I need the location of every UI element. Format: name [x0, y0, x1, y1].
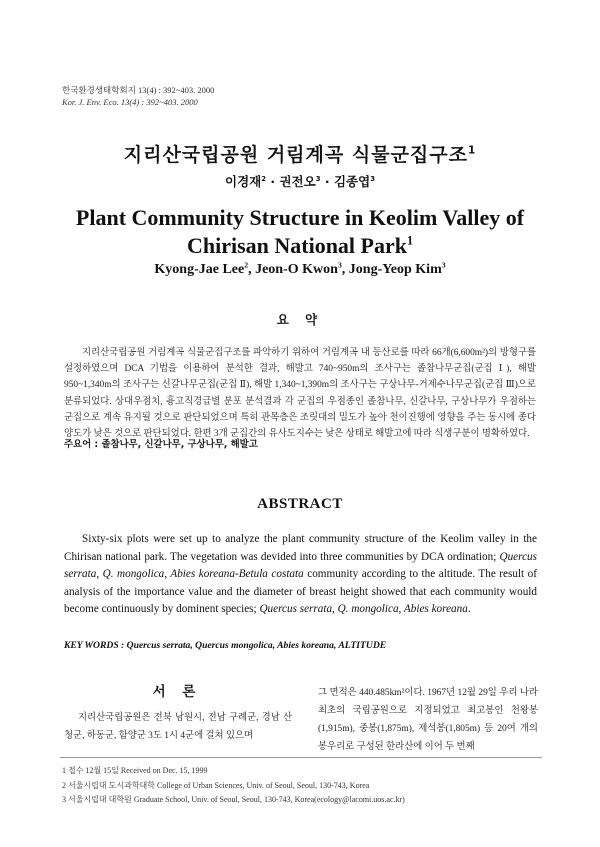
footnotes [62, 764, 405, 808]
keywords-en-list: Quercus serrata, Quercus mongolica, Abies koreana, ALTITUDE [126, 640, 387, 651]
intro-left-column: 지리산국립공원은 전북 남원시, 전남 구례군, 경남 산청군, 하동군, 함양군 3도 1시 4군에 걸쳐 있으며 [64, 713, 292, 741]
abstract-en-body [64, 531, 537, 619]
keywords-en [64, 640, 386, 651]
author-en: Kyong-Jae Lee [154, 262, 245, 277]
abstract-en-species-2: Quercus serrata, Q. mongolica, Abies koreana [259, 603, 468, 616]
authors-en: Kyong-Jae Lee$^2$, Jeon-O Kwon$^3$, Jong-Yeop Kim$^3$ [154, 260, 446, 277]
title-kr [0, 140, 600, 167]
author-en: Jong-Yeop Kim [348, 262, 442, 277]
footnote-3: 3 서울시립대 대학원 Graduate School, Univ. of Seoul, Seoul, 130-743, Korea(ecology@lacomi.uos.ac.kr) [62, 795, 405, 804]
intro-heading: 서 론 [152, 684, 202, 700]
abstract-en-part-1: Sixty-six plots were set up to analyze the plant community structure of the Keolim valley in the Chirisan national park. The vegetation was devided into three communities by DCA ordination; [64, 533, 537, 563]
keywords-kr-label: 주요어 : [64, 439, 99, 450]
author-kr-sup: 3 [315, 174, 321, 183]
footnote-2: 2 서울시립대 도시과학대학 College of Urban Sciences, Univ. of Seoul, Seoul, 130-743, Korea [62, 780, 370, 790]
title-en-line-2: Chirisan National Park [186, 233, 407, 258]
footnote-1: 1 접수 12월 15일 Received on Dec. 15, 1999 [62, 766, 208, 775]
authors-kr: 이경재$^2$ · 권전오$^3$ · 김종엽$^3$ [225, 174, 375, 189]
title-kr-footnote-mark: 1 [467, 144, 477, 157]
keywords-en-label: KEY WORDS : [64, 640, 125, 651]
author-kr: 이경재 [225, 174, 262, 189]
author-kr-sup: 3 [370, 174, 375, 183]
author-kr-sup: 2 [261, 174, 267, 183]
title-en-line-1: Plant Community Structure in Keolim Valley of [75, 205, 525, 230]
author-en-sup: 2 [244, 260, 249, 270]
author-kr: 김종엽 [333, 174, 371, 189]
footnote-divider [60, 757, 542, 758]
abstract-kr-heading: 요 약 [276, 312, 324, 327]
author-en: Jeon-O Kwon [255, 262, 338, 277]
abstract-en-heading: ABSTRACT [257, 496, 343, 512]
abstract-en-part-3: . [467, 603, 471, 616]
journal-citation-en: Kor. J. Env. Eco. 13(4) : 392~403. 2000 [62, 97, 198, 107]
keywords-kr [64, 436, 258, 450]
author-en-sup: 3 [441, 260, 446, 270]
abstract-kr-body: 지리산국립공원 거림계곡 식물군집구조를 파악하기 위하여 거림계곡 내 등산로를 따라 66개(6,600m²)의 방형구를 설정하였으며 DCA 기법을 이용하여 분석한 결과, 해발고 740~950m의 조사구는 졸참나무군집(군집 Ⅰ), 해발 950~1,340m의 조사구는 신갈나무군집(군집 Ⅱ), 해발 1,340~1,390m의 조사구는 구상나무-거제수나무군집(군집 Ⅲ)으로 분류되었다. 상대우점치, 흉고직경급별 분포 분석결과 각 군집의 우점종인 졸참나무, 신갈나무, 구상나무가 우점하는 군집으로 계속 유지될 것으로 판단되었으며 특히 관목층은 조릿대의 밀도가 높아 천이진행에 영향을 주는 동시에 종다양도가 낮은 것으로 판단되었다. 한편 3개 군집간의 유사도지수는 낮은 상태로 해발고에 따라 식생구분이 명확하였다. [64, 348, 536, 440]
author-kr: 권전오 [279, 174, 316, 189]
intro-right-column: 그 면적은 440.485km²이다. 1967년 12월 29일 우리 나라 최초의 국립공원으로 지정되었고 최고봉인 천왕봉(1,915m), 중봉(1,875m), 제석봉(1,805m) 등 20여 개의 봉우리로 구성된 한라산에 이어 두 번째 [318, 688, 538, 752]
title-kr-text: 지리산국립공원 거림계곡 식물군집구조 [123, 144, 468, 166]
abstract-en-species-1: Quercus serrata, Q. mongolica, Abies koreana-Betula costata [64, 550, 537, 581]
journal-citation-kr: 한국환경생태학회지 13(4) : 392~403. 2000 [62, 85, 215, 95]
author-en-sup: 3 [337, 260, 342, 270]
journal-citation [62, 84, 214, 108]
keywords-kr-list: 졸참나무, 신갈나무, 구상나무, 해발고 [101, 439, 258, 450]
title-en [60, 204, 540, 260]
title-en-footnote-mark: 1 [406, 233, 414, 248]
abstract-en-part-2: community according to the altitude. The result of analysis of the importance value and the diameter of breast height showed that each community would become continuously by dominent species; [64, 568, 537, 616]
